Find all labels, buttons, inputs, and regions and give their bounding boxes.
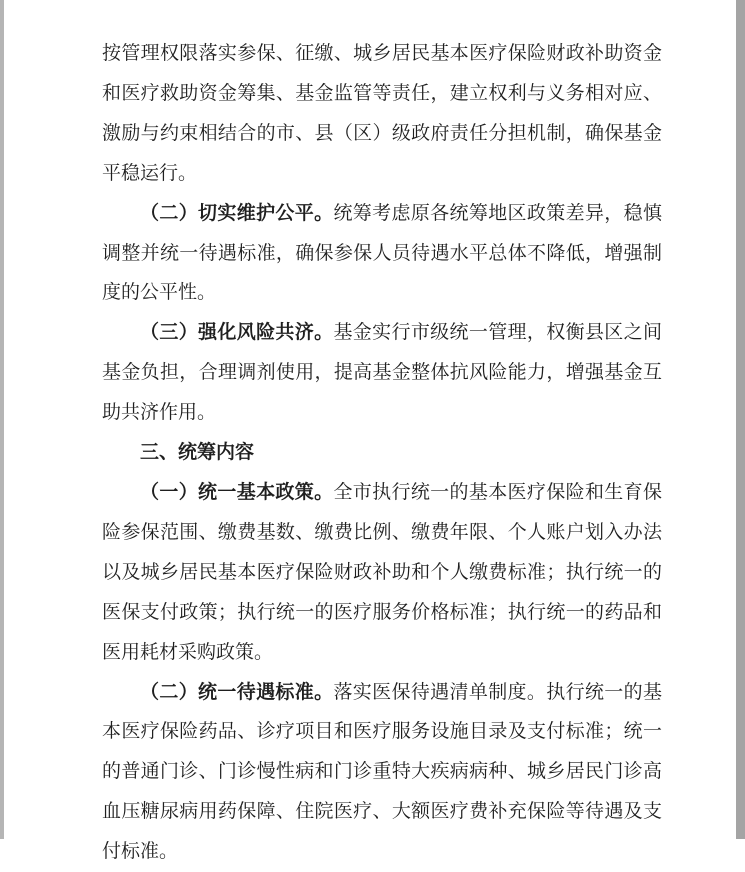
- document-page: [4, 0, 736, 839]
- paragraph-unified-benefits: [102, 673, 662, 872]
- paragraph-responsibility: [102, 34, 662, 194]
- paragraph-risk-sharing: [102, 313, 662, 433]
- paragraph-text: 统筹考虑原各统筹地区政策差异，稳慎调整并统一待遇标准，确保参保人员待遇水平总体不降低，增强制度的公平性。: [102, 202, 662, 304]
- paragraph-text: 按管理权限落实参保、征缴、城乡居民基本医疗保险财政补助资金和医疗救助资金筹集、基金监管等责任，建立权利与义务相对应、激励与约束相结合的市、县（区）级政府责任分担机制，确保基金平稳运行。: [102, 42, 662, 184]
- paragraph-text: 全市执行统一的基本医疗保险和生育保险参保范围、缴费基数、缴费比例、缴费年限、个人账户划入办法以及城乡居民基本医疗保险财政补助和个人缴费标准；执行统一的医保支付政策；执行统一的医疗服务价格标准；执行统一的药品和医用耗材采购政策。: [102, 481, 662, 663]
- paragraph-lead: （三）强化风险共济。: [140, 321, 333, 343]
- paragraph-text: 落实医保待遇清单制度。执行统一的基本医疗保险药品、诊疗项目和医疗服务设施目录及支付标准；统一的普通门诊、门诊慢性病和门诊重特大疾病病种、城乡居民门诊高血压糖尿病用药保障、住院医疗、大额医疗费补充保险等待遇及支付标准。: [102, 681, 662, 863]
- paragraph-lead: （二）切实维护公平。: [140, 202, 333, 224]
- page-right-border: [736, 0, 745, 839]
- paragraph-fairness: [102, 194, 662, 314]
- section-heading: 三、统筹内容: [102, 433, 662, 473]
- paragraph-text: 基金实行市级统一管理，权衡县区之间基金负担，合理调剂使用，提高基金整体抗风险能力，增强基金互助共济作用。: [102, 321, 662, 423]
- paragraph-lead: （二）统一待遇标准。: [140, 681, 333, 703]
- paragraph-lead: （一）统一基本政策。: [140, 481, 333, 503]
- document-body: [102, 34, 662, 872]
- paragraph-unified-policy: [102, 473, 662, 673]
